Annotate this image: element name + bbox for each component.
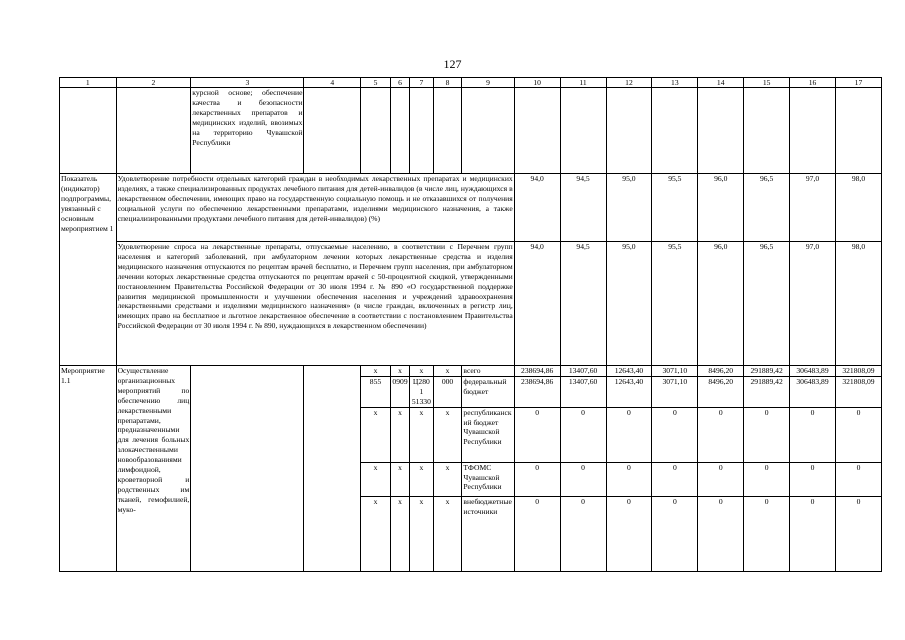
kbk-cell: x (361, 496, 391, 571)
amount-cell: 0 (790, 407, 836, 462)
indicator-value: 96,5 (744, 242, 790, 366)
continuation-row (60, 88, 882, 174)
header-row (60, 78, 882, 88)
amount-cell: 291889,42 (744, 366, 790, 377)
header-cell: 7 (410, 78, 433, 88)
indicator-value: 94,5 (560, 174, 606, 242)
amount-cell: 0 (835, 407, 881, 462)
amount-cell: 0 (652, 496, 698, 571)
kbk-cell: x (433, 407, 462, 462)
amount-cell: 0 (606, 462, 652, 496)
funding-source: федеральный бюджет (462, 376, 514, 407)
amount-cell: 291889,42 (744, 376, 790, 407)
indicator-value: 98,0 (835, 174, 881, 242)
header-cell: 15 (744, 78, 790, 88)
indicator-value: 95,5 (652, 242, 698, 366)
amount-cell: 0 (652, 462, 698, 496)
amount-cell: 0 (744, 496, 790, 571)
header-cell: 8 (433, 78, 462, 88)
indicator-value: 95,0 (606, 174, 652, 242)
header-cell: 2 (116, 78, 191, 88)
indicator-value: 95,0 (606, 242, 652, 366)
amount-cell: 0 (698, 496, 744, 571)
event-label: Мероприятие 1.1 (60, 366, 117, 572)
kbk-cell: x (433, 366, 462, 377)
header-cell: 4 (304, 78, 361, 88)
amount-cell: 0 (560, 496, 606, 571)
funding-source: ТФОМС Чувашской Республики (462, 462, 514, 496)
amount-cell: 0 (652, 407, 698, 462)
amount-cell: 0 (698, 407, 744, 462)
header-cell: 14 (698, 78, 744, 88)
amount-cell: 3071,10 (652, 376, 698, 407)
indicator-value: 96,0 (698, 242, 744, 366)
indicator-row (60, 174, 882, 242)
header-cell: 16 (790, 78, 836, 88)
amount-cell: 321808,09 (835, 376, 881, 407)
amount-cell: 0 (606, 496, 652, 571)
amount-cell: 12643,40 (606, 366, 652, 377)
kbk-cell: x (361, 462, 391, 496)
header-cell: 6 (390, 78, 409, 88)
indicator-label: Показатель (индикатор) подпрограммы, увязанный с основным мероприятием 1 (60, 174, 117, 366)
amount-cell: 8496,20 (698, 376, 744, 407)
indicator-value: 98,0 (835, 242, 881, 366)
amount-cell: 306483,89 (790, 376, 836, 407)
amount-cell: 0 (514, 462, 560, 496)
amount-cell: 238694,86 (514, 376, 560, 407)
amount-cell: 321808,09 (835, 366, 881, 377)
indicator-value: 94,0 (514, 174, 560, 242)
indicator-value: 94,5 (560, 242, 606, 366)
kbk-cell: x (390, 407, 409, 462)
amount-cell: 0 (514, 407, 560, 462)
kbk-cell: 000 (433, 376, 462, 407)
amount-cell: 306483,89 (790, 366, 836, 377)
indicator-text: Удовлетворение потребности отдельных категорий граждан в необходимых лекарственных препаратах и медицинских изделиях, а также специализированных продуктах лечебного питания для детей-инвалидов (в числе лиц, нуждающихся в лекарственном обеспечении, имеющих право на государственную социальную помощь и не отказавшихся от получения социальной услуги по обеспечению лекарственными препаратами, изделиями медицинского назначения, а также специализированными продуктами лечебного питания для детей-инвалидов) (%) (116, 174, 514, 242)
header-cell: 3 (191, 78, 304, 88)
amount-cell: 0 (790, 462, 836, 496)
indicator-value: 96,5 (744, 174, 790, 242)
kbk-cell: x (410, 462, 433, 496)
amount-cell: 12643,40 (606, 376, 652, 407)
kbk-cell: x (433, 496, 462, 571)
amount-cell: 0 (790, 496, 836, 571)
amount-cell: 0 (744, 407, 790, 462)
amount-cell: 0 (698, 462, 744, 496)
kbk-cell: x (390, 496, 409, 571)
indicator-value: 97,0 (790, 242, 836, 366)
page-number: 127 (443, 57, 462, 71)
amount-cell: 0 (606, 407, 652, 462)
amount-cell: 238694,86 (514, 366, 560, 377)
funding-source: внебюджетные источники (462, 496, 514, 571)
kbk-cell: x (361, 366, 391, 377)
indicator-value: 95,5 (652, 174, 698, 242)
kbk-cell: x (390, 366, 409, 377)
kbk-cell: Ц2801 51330 (410, 376, 433, 407)
header-cell: 5 (361, 78, 391, 88)
kbk-cell: 855 (361, 376, 391, 407)
funding-source: всего (462, 366, 514, 377)
amount-cell: 0 (514, 496, 560, 571)
indicator-row (60, 242, 882, 366)
kbk-cell: x (410, 366, 433, 377)
amount-cell: 3071,10 (652, 366, 698, 377)
header-cell: 9 (462, 78, 514, 88)
header-cell: 12 (606, 78, 652, 88)
amount-cell: 0 (744, 462, 790, 496)
header-cell: 10 (514, 78, 560, 88)
funding-source: республиканский бюджет Чувашской Республики (462, 407, 514, 462)
program-table (59, 77, 882, 572)
kbk-cell: 0909 (390, 376, 409, 407)
kbk-cell: x (410, 496, 433, 571)
header-cell: 11 (560, 78, 606, 88)
kbk-cell: x (433, 462, 462, 496)
amount-cell: 0 (560, 462, 606, 496)
event-name: Осуществление организационных мероприятий по обеспечению лиц лекарственными препаратами, предназначенными для лечения больных злокачественными новообразованиями лимфоидной, кроветворной и родственных им тканей, гемофилией, муко- (116, 366, 191, 572)
amount-cell: 0 (835, 496, 881, 571)
indicator-value: 96,0 (698, 174, 744, 242)
measure-description: курсной основе; обеспечение качества и безопасности лекарственных препаратов и медицинских изделий, ввозимых на территорию Чувашской Республики (191, 88, 304, 174)
event-row (60, 366, 882, 377)
amount-cell: 0 (835, 462, 881, 496)
amount-cell: 8496,20 (698, 366, 744, 377)
amount-cell: 13407,60 (560, 366, 606, 377)
indicator-value: 94,0 (514, 242, 560, 366)
indicator-value: 97,0 (790, 174, 836, 242)
amount-cell: 0 (560, 407, 606, 462)
header-cell: 17 (835, 78, 881, 88)
kbk-cell: x (390, 462, 409, 496)
kbk-cell: x (410, 407, 433, 462)
indicator-text: Удовлетворение спроса на лекарственные препараты, отпускаемые населению, в соответствии с Перечнем групп населения и категорий заболеваний, при амбулаторном лечении которых лекарственные средства и изделия медицинского назначения отпускаются по рецептам врачей бесплатно, и Перечнем групп населения, при амбулаторном лечении которых лекарственные средства отпускаются по рецептам врачей с 50-процентной скидкой, утвержденными постановлением Правительства Российской Федерации от 30 июля 1994 г. № 890 «О государственной поддержке развития медицинской промышленности и улучшении обеспечения населения и учреждений здравоохранения лекарственными средствами и изделиями медицинского назначения» (в числе граждан, включенных в регистр лиц, имеющих право на бесплатное и льготное лекарственное обеспечение в соответствии с постановлением Правительства Российской Федерации от 30 июля 1994 г. № 890, нуждающихся в лекарственном обеспечении) (116, 242, 514, 366)
amount-cell: 13407,60 (560, 376, 606, 407)
kbk-cell: x (361, 407, 391, 462)
header-cell: 1 (60, 78, 117, 88)
header-cell: 13 (652, 78, 698, 88)
